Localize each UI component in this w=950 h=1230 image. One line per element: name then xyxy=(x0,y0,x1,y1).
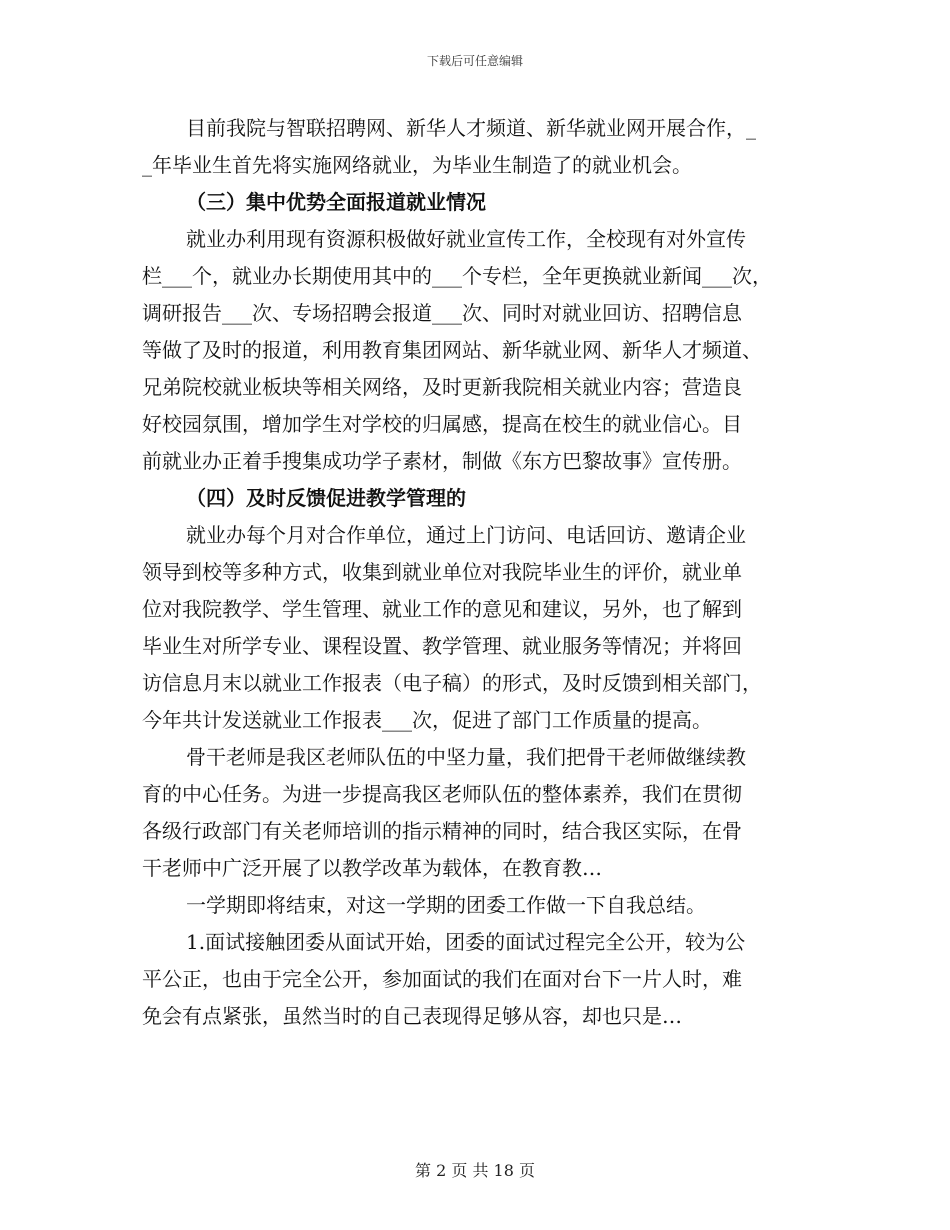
body-text-line: 干老师中广泛开展了以教学改革为载体，在教育教… xyxy=(142,856,602,880)
body-text-line: 1.面试接触团委从面试开始，团委的面试过程完全公开，较为公 xyxy=(186,930,746,954)
body-text-line: 栏___个，就业办长期使用其中的___个专栏，全年更换就业新闻___次， xyxy=(142,264,772,288)
body-text-line: _年毕业生首先将实施网络就业，为毕业生制造了的就业机会。 xyxy=(142,153,692,177)
section-heading: （四）及时反馈促进教学管理的 xyxy=(186,486,466,510)
page-footer: 第 2 页 共 18 页 xyxy=(415,1161,535,1180)
body-text-line: 等做了及时的报道，利用教育集团网站、新华就业网、新华人才频道、 xyxy=(142,338,762,362)
body-text-line: 平公正，也由于完全公开，参加面试的我们在面对台下一片人时，难 xyxy=(142,967,742,991)
section-heading: （三）集中优势全面报道就业情况 xyxy=(186,190,486,214)
body-text-line: 今年共计发送就业工作报表___次，促进了部门工作质量的提高。 xyxy=(142,708,712,732)
body-text-line: 调研报告___次、专场招聘会报道___次、同时对就业回访、招聘信息 xyxy=(142,301,742,325)
body-text-line: 领导到校等多种方式，收集到就业单位对我院毕业生的评价，就业单 xyxy=(142,560,742,584)
body-text-line: 好校园氛围，增加学生对学校的归属感，提高在校生的就业信心。目 xyxy=(142,412,742,436)
body-text-line: 位对我院教学、学生管理、就业工作的意见和建议，另外，也了解到 xyxy=(142,597,742,621)
body-text-line: 就业办每个月对合作单位，通过上门访问、电话回访、邀请企业 xyxy=(186,523,746,547)
body-text-line: 兄弟院校就业板块等相关网络，及时更新我院相关就业内容；营造良 xyxy=(142,375,742,399)
body-text-line: 一学期即将结束，对这一学期的团委工作做一下自我总结。 xyxy=(186,893,706,917)
body-text-line: 前就业办正着手搜集成功学子素材，制做《东方巴黎故事》宣传册。 xyxy=(142,449,742,473)
body-text-line: 就业办利用现有资源积极做好就业宣传工作，全校现有对外宣传 xyxy=(186,227,746,251)
body-text-line: 育的中心任务。为进一步提高我区老师队伍的整体素养，我们在贯彻 xyxy=(142,782,742,806)
page-header-note: 下载后可任意编辑 xyxy=(426,54,523,68)
body-text-line: 访信息月末以就业工作报表（电子稿）的形式，及时反馈到相关部门， xyxy=(142,671,762,695)
document-body xyxy=(142,110,822,1035)
body-text-line: 毕业生对所学专业、课程设置、教学管理、就业服务等情况；并将回 xyxy=(142,634,742,658)
body-text-line: 目前我院与智联招聘网、新华人才频道、新华就业网开展合作，_ xyxy=(186,116,756,140)
body-text-line: 骨干老师是我区老师队伍的中坚力量，我们把骨干老师做继续教 xyxy=(186,745,746,769)
body-text-line: 免会有点紧张，虽然当时的自己表现得足够从容，却也只是… xyxy=(142,1004,682,1028)
body-text-line: 各级行政部门有关老师培训的指示精神的同时，结合我区实际，在骨 xyxy=(142,819,742,843)
